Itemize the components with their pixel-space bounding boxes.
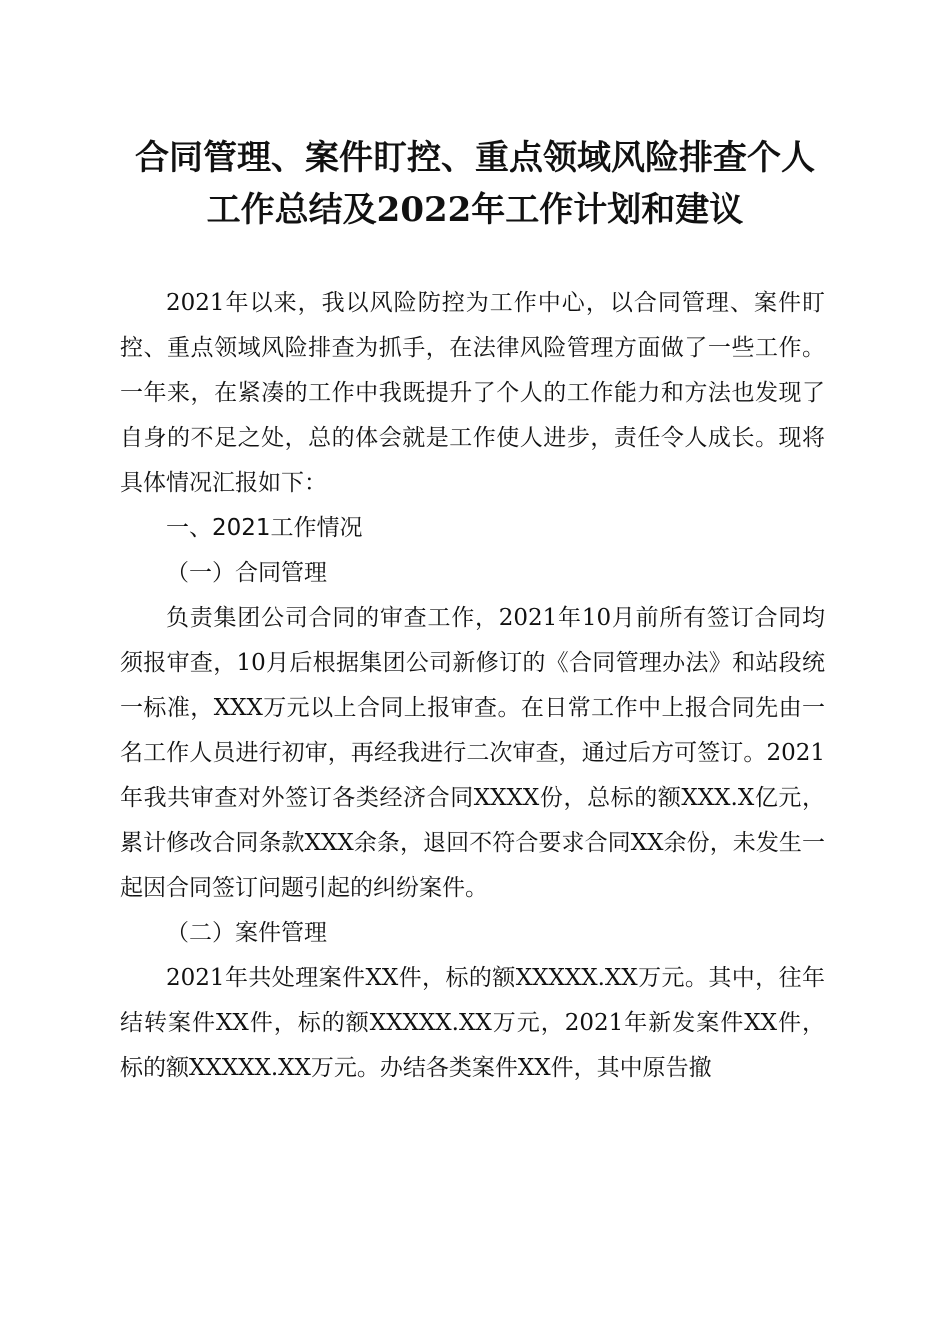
- document-title: [100, 132, 850, 236]
- subsection-heading-contract-management: （一）合同管理: [166, 560, 327, 586]
- document-body: [120, 281, 825, 1091]
- intro-paragraph: 2021年以来，我以风险防控为工作中心，以合同管理、案件盯控、重点领域风险排查为抓手，在法律风险管理方面做了一些工作。一年来，在紧凑的工作中我既提升了个人的工作能力和方法也发现了自身的不足之处，总的体会就是工作使人进步，责任令人成长。现将具体情况汇报如下：: [120, 290, 825, 496]
- subsection-heading-case-management: （二）案件管理: [166, 920, 327, 946]
- case-management-paragraph: 2021年共处理案件XX件，标的额XXXXX.XX万元。其中，往年结转案件XX件，标的额XXXXX.XX万元，2021年新发案件XX件，标的额XXXXX.XX万元。办结各类案件XX件，其中原告撤: [120, 965, 825, 1081]
- title-line-1: 合同管理、案件盯控、重点领域风险排查个人: [135, 138, 815, 178]
- section-heading-work-status: 一、2021工作情况: [166, 515, 363, 541]
- title-line-2: 工作总结及2022年工作计划和建议: [206, 190, 744, 230]
- contract-management-paragraph: 负责集团公司合同的审查工作，2021年10月前所有签订合同均须报审查，10月后根据集团公司新修订的《合同管理办法》和站段统一标准，XXX万元以上合同上报审查。在日常工作中上报合同先由一名工作人员进行初审，再经我进行二次审查，通过后方可签订。2021年我共审查对外签订各类经济合同XXXX份，总标的额XXX.X亿元，累计修改合同条款XXX余条，退回不符合要求合同XX余份，未发生一起因合同签订问题引起的纠纷案件。: [120, 605, 825, 901]
